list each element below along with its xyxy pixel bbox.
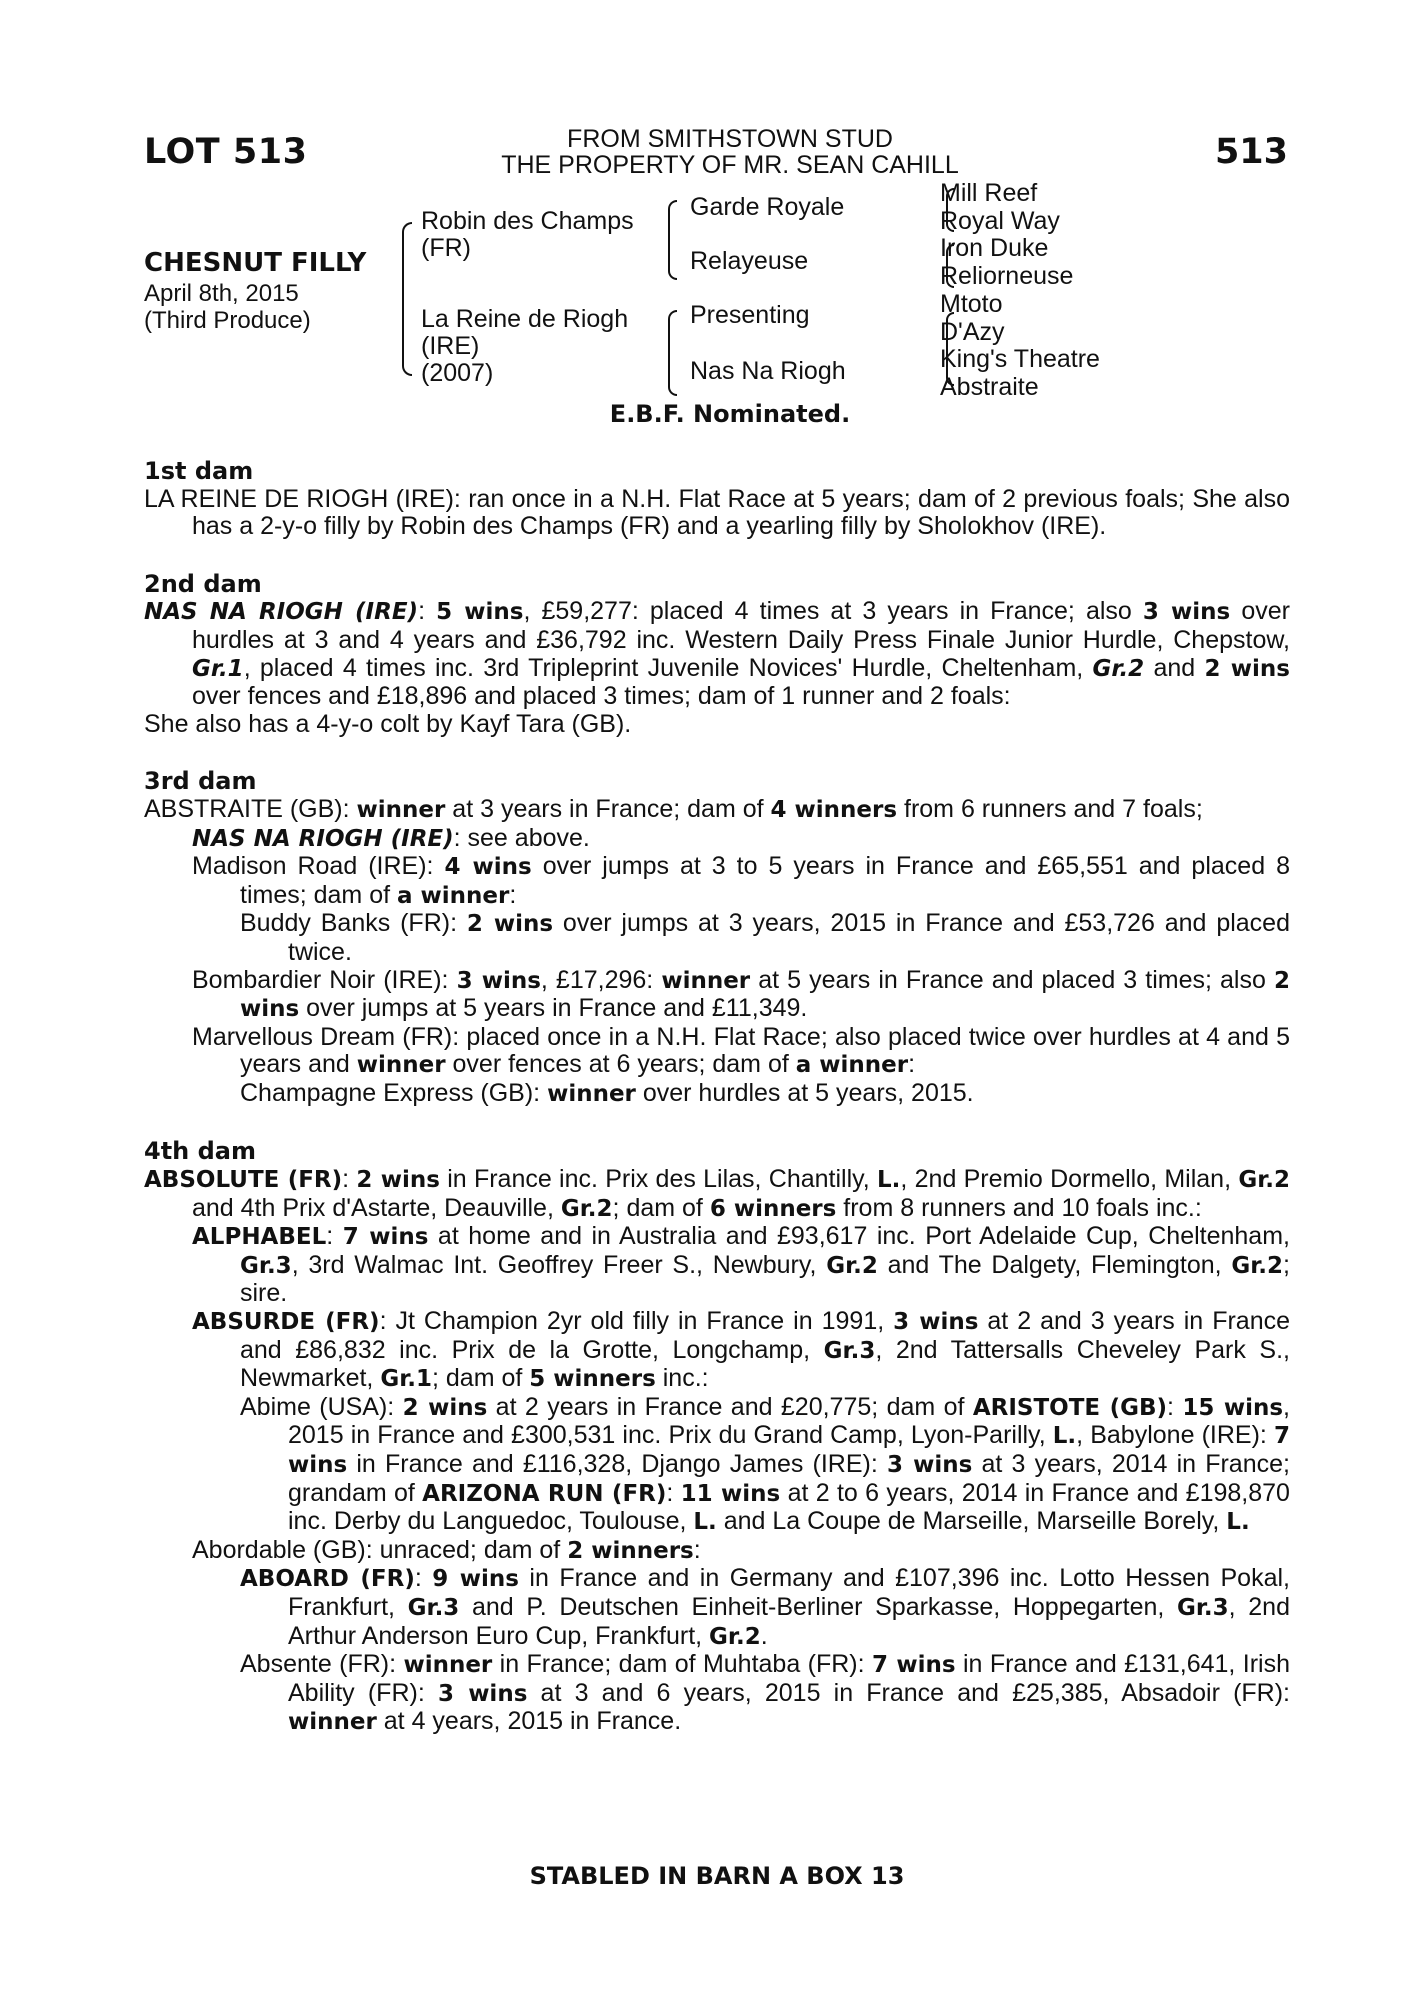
g3-mtoto: Mtoto [940, 289, 1003, 318]
entry-text: Marvellous Dream (FR): placed once in a N.H. Flat Race; also placed twice over hurdles at 4 and 5 years and [192, 1022, 1290, 1079]
produce-note: (Third Produce) [144, 307, 311, 334]
pedigree-entry [144, 1394, 1290, 1537]
emphasis-text: winner [547, 1080, 636, 1107]
emphasis-text: Gr.3 [407, 1594, 460, 1621]
dam-year: (2007) [421, 359, 494, 387]
entry-text: at 5 years in France and placed 3 times; also [750, 965, 1274, 994]
emphasis-text: ABSOLUTE (FR) [144, 1167, 343, 1194]
entry-text: : [509, 880, 517, 909]
stabling-info: STABLED IN BARN A BOX 13 [529, 1862, 905, 1890]
entry-text: and 4th Prix d'Astarte, Deauville, [192, 1193, 561, 1222]
emphasis-text: 2 wins [466, 911, 554, 938]
entry-text: over fences at 6 years; dam of [445, 1050, 796, 1079]
entry-text: and La Coupe de Marseille, Marseille Borely, [716, 1507, 1227, 1536]
pedigree-entry [144, 825, 1290, 854]
g3-mill-reef: Mill Reef [940, 179, 1038, 207]
emphasis-text: 2 wins [356, 1167, 440, 1194]
entry-text: at 3 years in France; dam of [445, 794, 771, 823]
emphasis-text: Gr.1 [380, 1366, 432, 1393]
emphasis-text: 7 wins [342, 1224, 429, 1251]
entry-text: Champagne Express (GB): [240, 1078, 548, 1107]
emphasis-text: L. [877, 1167, 901, 1194]
dam-section [144, 768, 1290, 1108]
entry-text: : [1167, 1392, 1183, 1421]
entry-text: Abordable (GB): unraced; dam of [192, 1535, 568, 1564]
entry-text: : see above. [453, 823, 590, 852]
entry-text: ABSTRAITE (GB): [144, 794, 357, 823]
emphasis-text: NAS NA RIOGH (IRE) [144, 599, 419, 626]
section-title: 3rd dam [144, 767, 257, 796]
pedigree-entry [144, 967, 1290, 1024]
emphasis-text: Gr.2 [560, 1195, 613, 1222]
emphasis-text: 15 wins [1182, 1394, 1284, 1421]
foaling-date: April 8th, 2015 [144, 280, 299, 307]
entry-text: in France; dam of Muhtaba (FR): [492, 1650, 872, 1679]
entry-text: , placed 4 times inc. 3rd Tripleprint Juvenile Novices' Hurdle, Cheltenham, [243, 653, 1093, 682]
vendor-line-1: FROM SMITHSTOWN STUD [567, 125, 893, 153]
entry-text: at 2 and 3 years in France and £86,832 inc. Prix de la Grotte, Longchamp, [240, 1307, 1290, 1364]
entry-text: in France and £116,328, Django James (IRE): [347, 1450, 887, 1478]
g3-dazy: D'Azy [940, 317, 1005, 346]
entry-text: She also has a 4-y-o colt by Kayf Tara (GB). [144, 709, 632, 738]
emphasis-text: 4 wins [444, 854, 532, 881]
emphasis-text: 7 wins [871, 1652, 956, 1679]
vendor-info [400, 126, 1060, 178]
lot-number: 513 [1214, 132, 1288, 172]
entry-text: , Babylone (IRE): [1076, 1421, 1274, 1450]
pedigree-entry [144, 1308, 1290, 1394]
emphasis-text: 7 wins [288, 1423, 1290, 1478]
entry-text: , 2nd Tattersalls Cheveley Park S., Newmarket, [240, 1335, 1290, 1393]
dam-sire: Presenting [690, 301, 810, 329]
entry-text: over jumps at 3 years, 2015 in France and £53,726 and placed twice. [288, 909, 1290, 966]
sire-name: Robin des Champs [421, 207, 634, 235]
entry-text: at 3 and 6 years, 2015 in France and £25,385, Absadoir (FR): [527, 1678, 1290, 1707]
pedigree-entry [144, 1024, 1290, 1080]
emphasis-text: a winner [397, 882, 510, 909]
lot-label: LOT 513 [144, 132, 308, 172]
emphasis-text: 9 wins [432, 1566, 519, 1593]
entry-text: over fences and £18,896 and placed 3 times; dam of 1 runner and 2 foals: [192, 682, 1011, 711]
vendor-line-2: THE PROPERTY OF MR. SEAN CAHILL [501, 151, 959, 179]
section-title: 1st dam [144, 457, 254, 485]
pedigree-entry [144, 1565, 1290, 1651]
sire-sire: Garde Royale [690, 193, 845, 221]
dam [421, 306, 628, 387]
dam-section [144, 458, 1290, 541]
sire-dam: Relayeuse [690, 247, 809, 275]
emphasis-text: winner [356, 1052, 446, 1079]
dam-dam: Nas Na Riogh [690, 357, 846, 385]
entry-text: : [342, 1165, 357, 1194]
pedigree-entry [144, 853, 1290, 910]
g3-kings-theatre: King's Theatre [940, 345, 1100, 374]
entry-text: ; dam of [612, 1193, 710, 1222]
entry-text: in France inc. Prix des Lilas, Chantilly, [439, 1165, 878, 1194]
pedigree-entry [144, 1223, 1290, 1308]
pedigree-g3 [940, 180, 1100, 402]
emphasis-text: Gr.1 [192, 655, 244, 682]
emphasis-text: Gr.2 [1231, 1252, 1284, 1279]
dam-section [144, 571, 1290, 739]
entry-text: and P. Deutschen Einheit-Berliner Sparkasse, Hoppegarten, [459, 1592, 1177, 1621]
section-title: 4th dam [144, 1137, 256, 1166]
entry-text: at 3 years, 2014 in France; grandam of [288, 1450, 1290, 1507]
entry-text: at 2 years in France and £20,775; dam of [487, 1392, 973, 1421]
pedigree-entry [144, 1651, 1290, 1737]
emphasis-text: a winner [795, 1052, 909, 1079]
emphasis-text: L. [1226, 1509, 1250, 1536]
g3-abstraite: Abstraite [940, 372, 1039, 401]
entry-text: over jumps at 3 to 5 years in France and £65,551 and placed 8 times; dam of [240, 852, 1290, 909]
emphasis-text: ABOARD (FR) [240, 1566, 415, 1593]
entry-text: Bombardier Noir (IRE): [192, 965, 457, 994]
pedigree-entry [144, 1080, 1290, 1109]
dam-name: La Reine de Riogh [421, 305, 629, 333]
emphasis-text: Gr.2 [826, 1252, 878, 1279]
emphasis-text: ALPHABEL [192, 1224, 327, 1251]
entry-text: LA REINE DE RIOGH (IRE): ran once in a N.H. Flat Race at 5 years; dam of 2 previous foals; She also has a 2-y-o filly by Robin des Champs (FR) and a yearling filly by Sholokhov (IRE). [144, 484, 1290, 541]
entry-text: : [418, 597, 437, 626]
emphasis-text: 3 wins [437, 1680, 528, 1707]
entry-text: from 6 runners and 7 foals; [897, 794, 1203, 823]
emphasis-text: L. [1052, 1423, 1077, 1450]
dam-section [144, 1138, 1290, 1736]
emphasis-text: 2 wins [1204, 655, 1290, 682]
emphasis-text: Gr.2 [1092, 655, 1145, 682]
pedigree-entry [144, 486, 1290, 541]
emphasis-text: winner [356, 796, 446, 823]
pedigree-entry [144, 1166, 1290, 1223]
entry-text: from 8 runners and 10 foals inc.: [836, 1193, 1202, 1222]
pedigree-entry [144, 1537, 1290, 1566]
pedigree-brace-sire [668, 200, 677, 280]
sire-country: (FR) [421, 234, 471, 262]
emphasis-text: winner [403, 1652, 493, 1679]
entry-text: over hurdles at 5 years, 2015. [635, 1078, 974, 1107]
emphasis-text: 3 wins [456, 967, 541, 994]
entry-text: and [1144, 653, 1205, 682]
emphasis-text: 2 wins [240, 967, 1290, 1023]
pedigree-brace-gen1 [402, 222, 412, 376]
entry-text: , 2nd Arthur Anderson Euro Cup, Frankfurt, [288, 1592, 1290, 1650]
foaling-info [144, 280, 311, 334]
entry-text: , 2015 in France and £300,531 inc. Prix du Grand Camp, Lyon-Parilly, [288, 1392, 1290, 1450]
emphasis-text: 2 wins [402, 1394, 488, 1421]
entry-text: Madison Road (IRE): [192, 852, 445, 881]
g3-royal-way: Royal Way [940, 206, 1060, 235]
entry-text: over hurdles at 3 and 4 years and £36,792 inc. Western Daily Press Finale Junior Hurdle, Chepstow, [192, 597, 1290, 654]
emphasis-text: ARIZONA RUN (FR) [422, 1480, 667, 1507]
emphasis-text: Gr.3 [240, 1252, 292, 1279]
entry-text: : [414, 1564, 433, 1593]
emphasis-text: 5 winners [529, 1366, 656, 1393]
entry-text: Buddy Banks (FR): [240, 909, 467, 938]
entry-text: : Jt Champion 2yr old filly in France in 1991, [379, 1307, 894, 1336]
entry-text: and The Dalgety, Flemington, [877, 1250, 1232, 1279]
dam-country: (IRE) [421, 332, 480, 360]
g3-iron-duke: Iron Duke [940, 234, 1049, 263]
emphasis-text: Gr.3 [1176, 1594, 1229, 1621]
entry-text: , £59,277: placed 4 times at 3 years in France; also [523, 597, 1143, 626]
emphasis-text: Gr.2 [709, 1623, 761, 1650]
entry-text: : [908, 1050, 916, 1079]
entry-text: : [326, 1222, 343, 1251]
pedigree-entry [144, 910, 1290, 966]
g3-reliorneuse: Reliorneuse [940, 262, 1074, 291]
entry-text: , £17,296: [540, 965, 662, 994]
entry-text: over jumps at 5 years in France and £11,349. [299, 994, 808, 1023]
emphasis-text: 11 wins [680, 1480, 781, 1507]
ebf-nomination: E.B.F. Nominated. [609, 400, 851, 428]
emphasis-text: 6 winners [709, 1195, 837, 1222]
entry-text: ; sire. [240, 1250, 1290, 1308]
entry-text: . [760, 1621, 768, 1650]
emphasis-text: ARISTOTE (GB) [972, 1394, 1168, 1421]
entry-text: : [666, 1478, 681, 1507]
entry-text: at 4 years, 2015 in France. [376, 1707, 682, 1736]
emphasis-text: winner [288, 1709, 377, 1736]
entry-text: : [693, 1535, 701, 1564]
entry-text: Abime (USA): [240, 1392, 403, 1421]
pedigree-brace-dam [668, 310, 677, 396]
emphasis-text: winner [661, 967, 751, 994]
dam-sections [144, 458, 1290, 1737]
entry-text: , 2nd Premio Dormello, Milan, [900, 1165, 1239, 1194]
pedigree-entry [144, 796, 1290, 825]
emphasis-text: ABSURDE (FR) [192, 1309, 380, 1336]
emphasis-text: 3 wins [886, 1452, 973, 1478]
emphasis-text: 3 wins [893, 1309, 979, 1336]
pedigree-entry [144, 711, 1290, 739]
sire [421, 208, 634, 262]
entry-text: at home and in Australia and £93,617 inc. Port Adelaide Cup, Cheltenham, [428, 1222, 1290, 1251]
section-title: 2nd dam [144, 569, 262, 598]
entry-text: Absente (FR): [240, 1650, 404, 1679]
emphasis-text: 2 winners [567, 1537, 694, 1564]
entry-text: ; dam of [432, 1364, 530, 1393]
emphasis-text: 3 wins [1142, 599, 1231, 626]
entry-text: inc.: [655, 1364, 709, 1393]
horse-description: CHESNUT FILLY [144, 248, 367, 278]
emphasis-text: L. [693, 1509, 717, 1536]
pedigree-entry [144, 598, 1290, 710]
emphasis-text: NAS NA RIOGH (IRE) [192, 825, 454, 852]
emphasis-text: Gr.2 [1238, 1167, 1290, 1194]
entry-text: in France and £131,641, Irish Ability (FR): [288, 1650, 1290, 1707]
emphasis-text: 5 wins [436, 599, 524, 626]
entry-text: , 3rd Walmac Int. Geoffrey Freer S., Newbury, [291, 1250, 827, 1279]
entry-text: at 2 to 6 years, 2014 in France and £198,870 inc. Derby du Languedoc, Toulouse, [288, 1478, 1290, 1536]
emphasis-text: Gr.3 [823, 1337, 876, 1364]
entry-text: in France and in Germany and £107,396 inc. Lotto Hessen Pokal, Frankfurt, [288, 1564, 1290, 1621]
emphasis-text: 4 winners [770, 796, 898, 823]
